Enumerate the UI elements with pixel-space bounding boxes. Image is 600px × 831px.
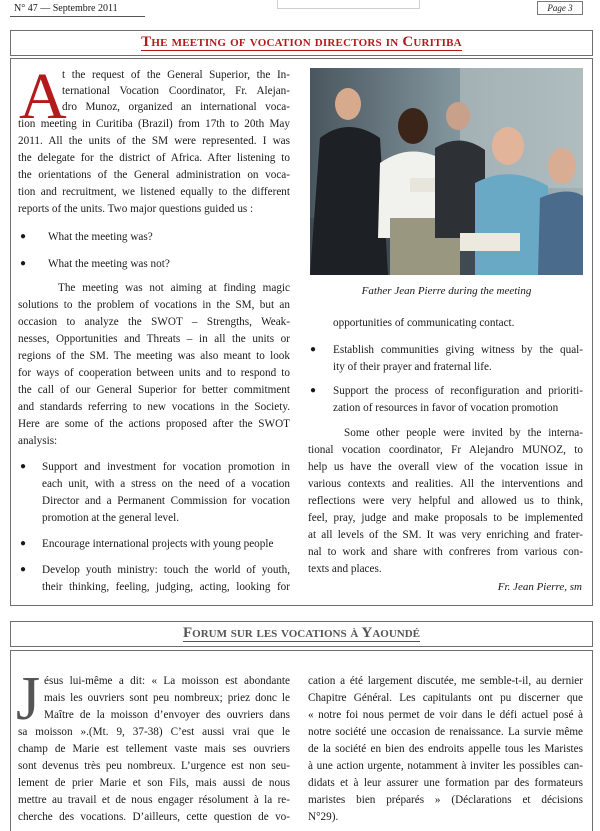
closing-line: various contexts and realities. All the interventions and: [308, 478, 583, 490]
article2-right-line: notre société une occasion de renaissance. La survie même: [308, 726, 583, 738]
article1-body-line: regions of the SM. The meeting was also meant to look: [18, 350, 290, 362]
question-item: What the meeting was?: [48, 231, 153, 243]
closing-line: Some other people were invited by the interna-: [344, 427, 583, 439]
closing-line: tional vocation coordinator, Fr Alejandro MUNOZ, to: [308, 444, 583, 456]
action-line: Support and investment for vocation promotion in: [42, 461, 290, 473]
article1-body-line: Here are some of the actions proposed after the SWOT: [18, 418, 290, 430]
action-line: Support the process of reconfiguration and prioriti-: [333, 385, 583, 397]
action-line: each unit, with a stress on the need of a vocation: [42, 478, 290, 490]
meeting-photo: [310, 68, 583, 275]
bullet-icon: ●: [310, 344, 317, 355]
meeting-photo-illustration: [310, 68, 583, 275]
article2-right-line: de la société en bien des endroits appelle tous les Maristes: [308, 743, 583, 755]
bullet-icon: ●: [20, 231, 27, 242]
article1-body-line: for ways of cooperation between units and to respond to: [18, 367, 290, 379]
article1-intro-line: the orientations of the General administration on voca-: [18, 169, 290, 181]
closing-line: at all levels of the SM. It was very enriching and frater-: [308, 529, 583, 541]
page-number: Page 3: [537, 1, 583, 15]
article2-right-line: N°29).: [308, 811, 339, 823]
article1-intro-line: dro Munoz, organized an international voca-: [62, 101, 290, 113]
article2-right-line: Chapitre Général. Les capitulants ont pu discerner que: [308, 692, 583, 704]
action-line: Director and a Permanent Commission for vocation: [42, 495, 290, 507]
article1-intro-line: t the request of the General Superior, the In-: [62, 69, 290, 81]
article1-body-line: and standards referring to new vocations in the Society.: [18, 401, 290, 413]
bullet-icon: ●: [20, 564, 27, 575]
article2-title-text: Forum sur les vocations à Yaoundé: [182, 625, 420, 641]
closing-line: feel, pray, judge and make proposals to be implemented: [308, 512, 583, 524]
action-line: Develop youth ministry: touch the world of youth,: [42, 564, 290, 576]
article2-dropcap: J: [16, 665, 41, 733]
article1-title: [10, 34, 593, 51]
article2-right-line: cation a été largement discutée, me semble-t-il, au dernier: [308, 675, 583, 687]
article2-left-line: ésus lui-même a dit: « La moisson est abondante: [44, 675, 290, 687]
closing-line: reflections were very helpful and allowed us to think,: [308, 495, 583, 507]
article2-left-line: lement de prier Marie et son Fils, mais aussi de nous: [18, 777, 290, 789]
header-center-box: [277, 0, 420, 9]
article2-left-line: sont devenus très peu nombreux. L’urgence est non seu-: [18, 760, 290, 772]
article1-body-line: solutions to the problem of vocations in the SM, but an: [18, 299, 290, 311]
action-line: ity of their prayer and fraternal life.: [333, 361, 492, 373]
issue-number: N° 47 — Septembre 2011: [14, 3, 118, 14]
article1-body-line: nesses, Opportunities and Threats – in all the units or: [18, 333, 290, 345]
article1-intro-line: 2011. All the units of the SM were represented. I was: [18, 135, 290, 147]
article1-title-text: The meeting of vocation directors in Curitiba: [141, 34, 462, 50]
action-line: promotion at the general level.: [42, 512, 179, 524]
article2-left-line: sa moisson ».(Mt. 9, 37-38) C’est aussi vrai que le: [18, 726, 290, 738]
article1-dropcap: A: [19, 60, 67, 133]
article2-left-line: mettre au travail et de nous engager résolument à la re-: [18, 794, 290, 806]
action-line: Establish communities giving witness by the qual-: [333, 344, 583, 356]
article2-left-line: mais les ouvriers sont peu nombreux; priez donc le: [44, 692, 290, 704]
article1-intro-line: reports of the units. Two major questions guided us :: [18, 203, 254, 215]
article2-right-line: maristes bien préparés » (Déclarations et décisions: [308, 794, 583, 806]
bullet-icon: ●: [20, 461, 27, 472]
article2-right-line: didats et à leur assurer une formation par des formateurs: [308, 777, 583, 789]
article2-left-line: cherche des vocations. D’ailleurs, cette question de vo-: [18, 811, 290, 823]
article2-left-line: champ de Marie est tellement vaste mais ses ouvriers: [18, 743, 290, 755]
article2-title: [10, 625, 593, 642]
action-line: their thinking, feeling, judging, acting, looking for: [42, 581, 290, 593]
closing-line: nal to work and share with confreres from various con-: [308, 546, 583, 558]
article1-intro-line: tion and recruitment, we listened equally to the different: [18, 186, 290, 198]
article1-signature: Fr. Jean Pierre, sm: [497, 581, 582, 593]
article1-body-line: The meeting was not aiming at finding magic: [58, 282, 290, 294]
bullet-icon: ●: [20, 538, 27, 549]
article2-left-line: Maître de la moisson d’envoyer des ouvriers dans: [44, 709, 290, 721]
action-line: Encourage international projects with young people: [42, 538, 274, 550]
header-rule: [10, 16, 145, 17]
article1-intro-line: tion meeting in Curitiba (Brazil) from 17th to 20th May: [18, 118, 290, 130]
article1-body-line: the call of our General Superior for better commitment: [18, 384, 290, 396]
article1-intro-line: the delegate for the district of Africa. After listening to: [18, 152, 290, 164]
article2-right-line: « notre foi nous permet de voir dans le défi actuel posé à: [308, 709, 583, 721]
action-line: zation of resources in favor of vocation promotion: [333, 402, 559, 414]
article1-intro-line: ternational Vocation Coordinator, Fr. Alejan-: [62, 85, 290, 97]
article2-right-line: à une action urgente, notamment à inviter les possibles can-: [308, 760, 583, 772]
article1-body-line: analysis:: [18, 435, 58, 447]
bullet-icon: ●: [310, 385, 317, 396]
closing-line: help us have the overall view of the vocation issue in: [308, 461, 583, 473]
article1-body-line: occasion to analyze the SWOT – Strengths, Weak-: [18, 316, 290, 328]
continued-line: opportunities of communicating contact.: [333, 317, 515, 329]
photo-caption: Father Jean Pierre during the meeting: [361, 285, 532, 297]
question-item: What the meeting was not?: [48, 258, 170, 270]
closing-line: texts and places.: [308, 563, 382, 575]
bullet-icon: ●: [20, 258, 27, 269]
